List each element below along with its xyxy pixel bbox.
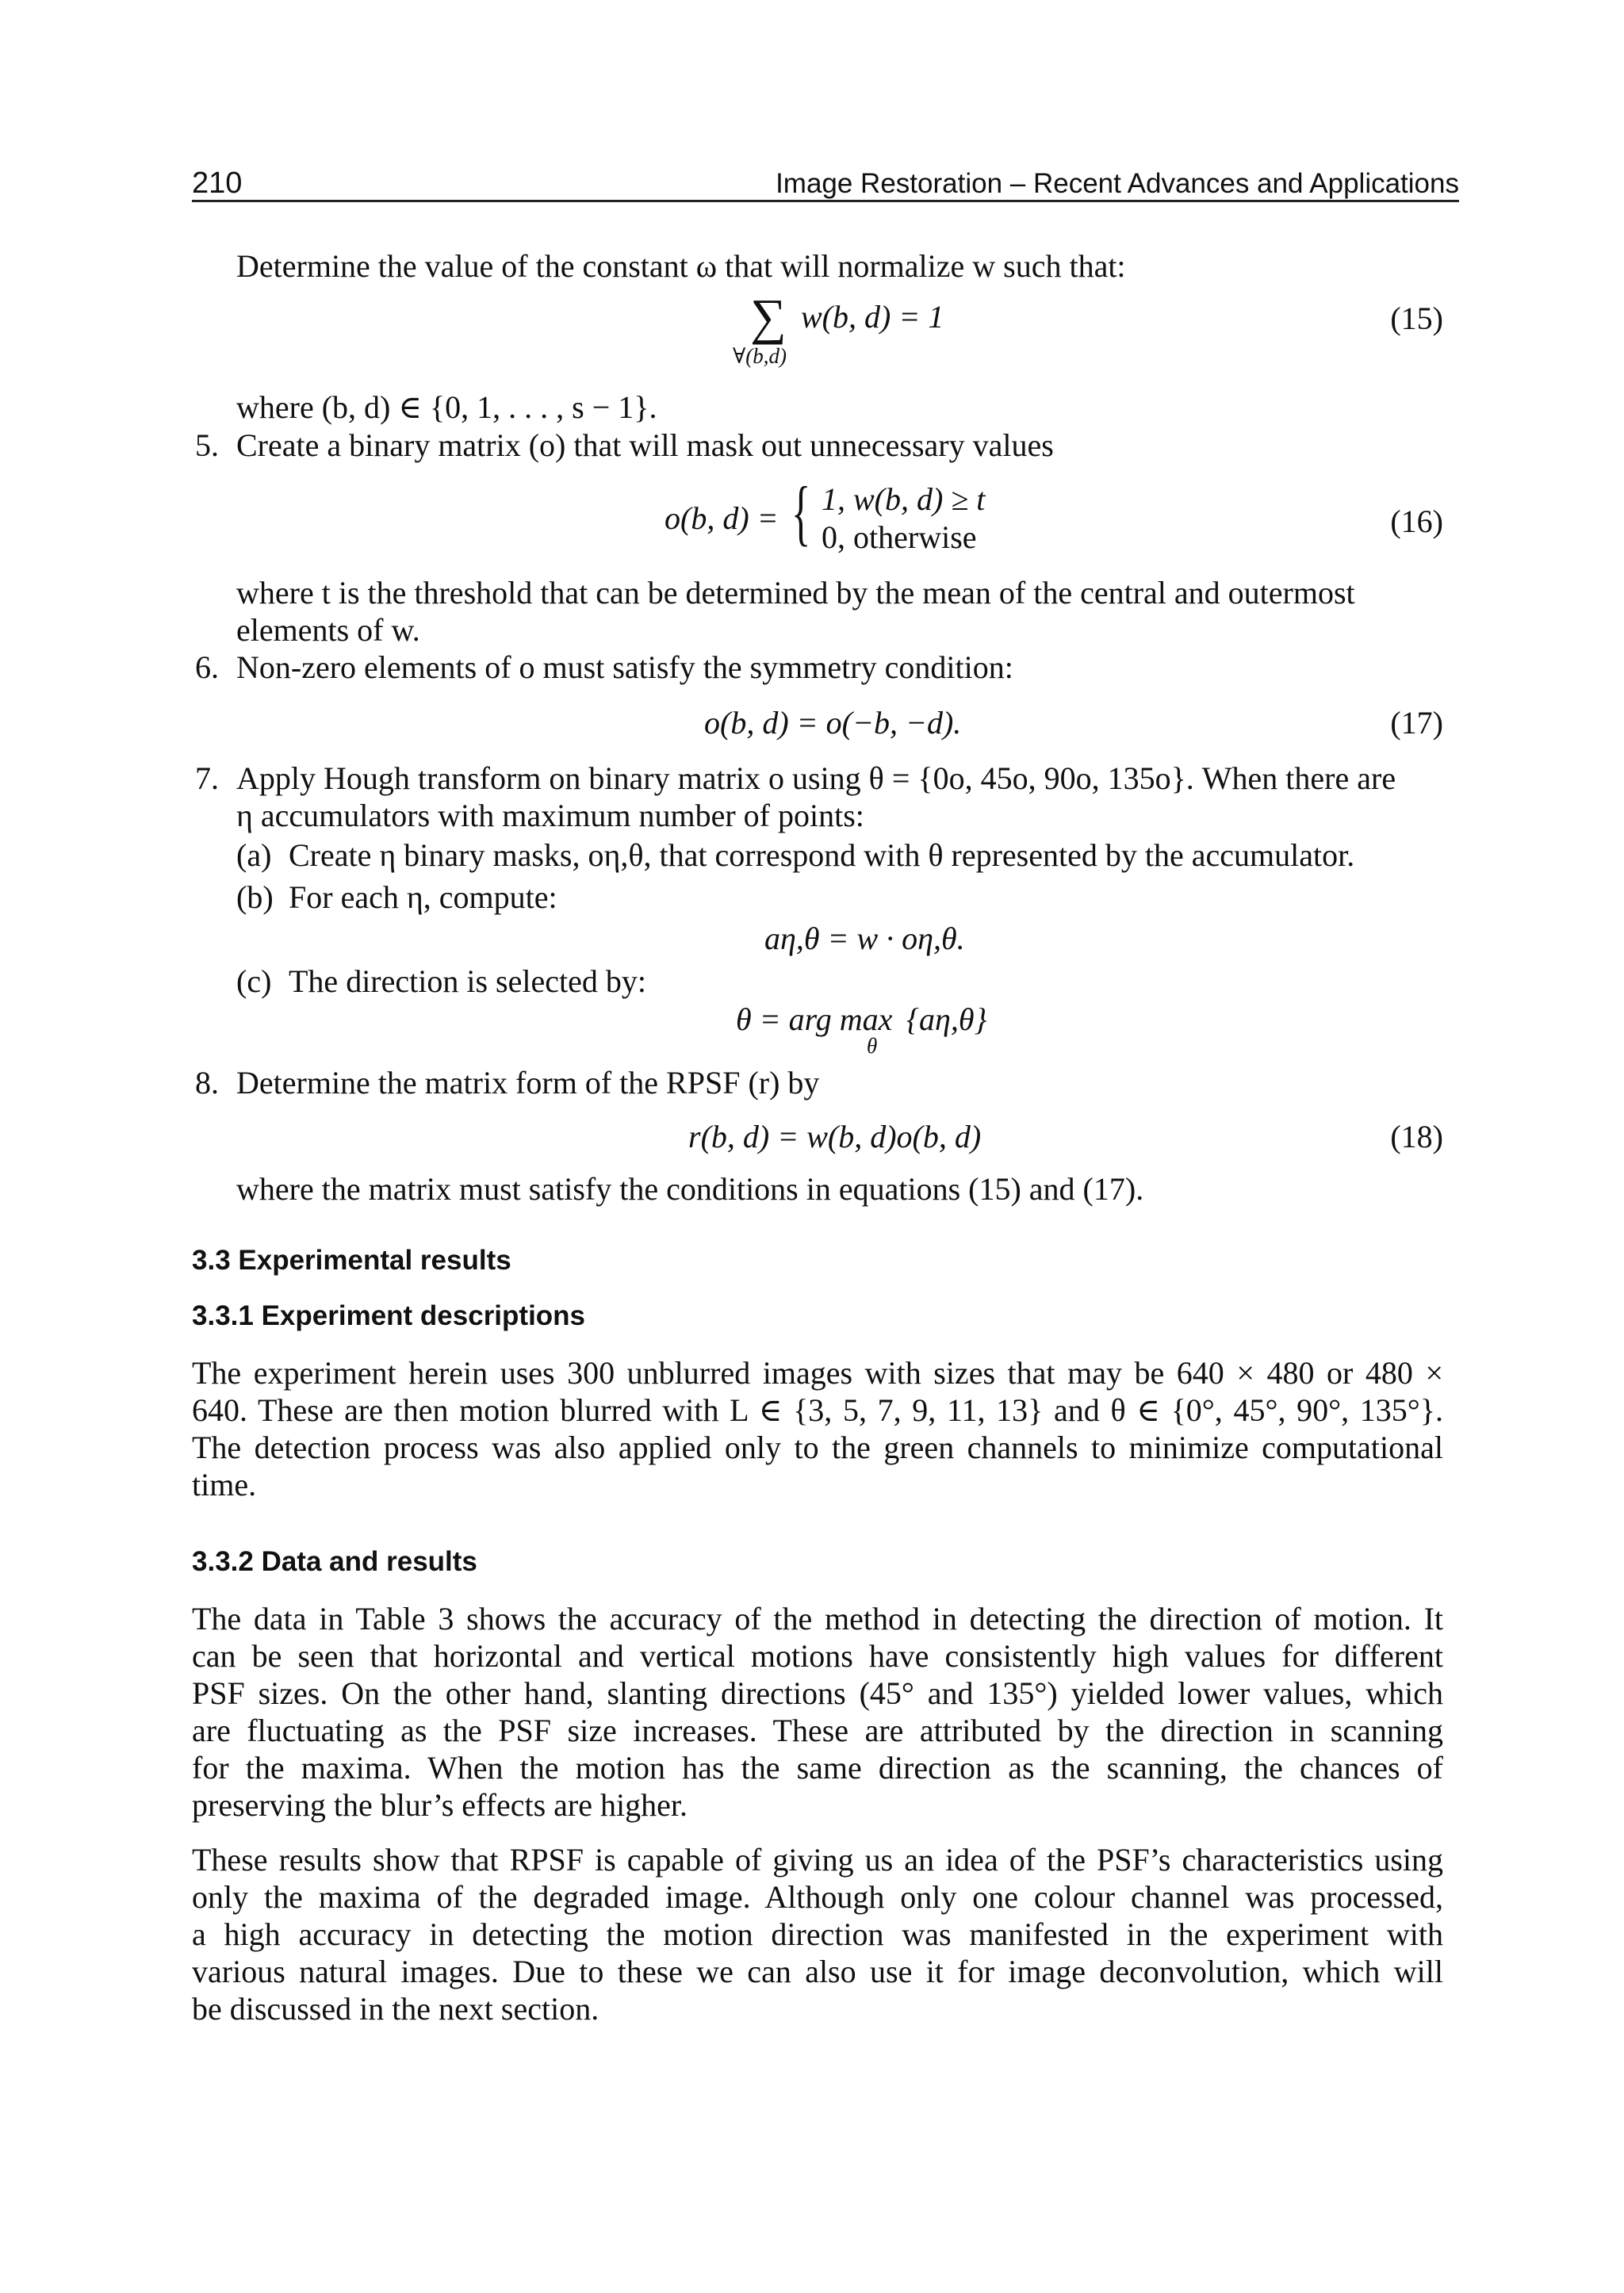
final-where-line: where the matrix must satisfy the conditions in equations (15) and (17). (236, 1171, 1144, 1207)
results-paragraph-2 (192, 1841, 1443, 2027)
para-line: for the maxima. When the motion has the same direction as the scanning, the chances of (192, 1750, 1443, 1786)
para-line: The detection process was also applied only to the green channels to minimize computational (192, 1430, 1443, 1465)
step-7a-label: (a) (236, 837, 272, 873)
running-title: Image Restoration – Recent Advances and Applications (776, 168, 1459, 199)
section-3-3-2-heading: 3.3.2 Data and results (192, 1546, 477, 1577)
step-7c-text: The direction is selected by: (289, 963, 646, 999)
where-t-line-2: elements of w. (236, 612, 420, 648)
para-line: a high accuracy in detecting the motion direction was manifested in the experiment with (192, 1916, 1443, 1952)
eq15-number: (15) (1390, 301, 1443, 336)
where-line: where (b, d) ∈ {0, 1, . . . , s − 1}. (236, 389, 657, 425)
step-6-number: 6. (195, 649, 219, 685)
eq-theta-under: θ (867, 1034, 878, 1058)
eq16-number: (16) (1390, 503, 1443, 539)
experiment-paragraph (192, 1354, 1443, 1503)
section-3-3-heading: 3.3 Experimental results (192, 1245, 511, 1276)
para-line: various natural images. Due to these we can also use it for image deconvolution, which will (192, 1954, 1443, 1989)
eq15-expression: w(b, d) = 1 (801, 299, 944, 335)
para-line: 640. These are then motion blurred with L ∈ {3, 5, 7, 9, 11, 13} and θ ∈ {0°, 45°, 90°, 135°}. (192, 1392, 1443, 1428)
eq-a-expression: aη,θ = w · oη,θ. (764, 921, 965, 956)
step-8-text: Determine the matrix form of the RPSF (r) by (236, 1065, 820, 1101)
equation-15 (720, 289, 998, 379)
results-paragraph-1 (192, 1600, 1443, 1824)
where-t-line-1: where t is the threshold that can be determined by the mean of the central and outermost (236, 575, 1355, 611)
para-line: PSF sizes. On the other hand, slanting directions (45° and 135°) yielded lower values, which (192, 1675, 1443, 1711)
para-line: The data in Table 3 shows the accuracy of the method in detecting the direction of motion. It (192, 1601, 1443, 1636)
step-7b-label: (b) (236, 879, 274, 915)
intro-line: Determine the value of the constant ω that will normalize w such that: (236, 248, 1126, 284)
section-3-3-1-heading: 3.3.1 Experiment descriptions (192, 1300, 586, 1331)
step-7a-text: Create η binary masks, oη,θ, that correspond with θ represented by the accumulator. (289, 837, 1355, 873)
eq17-expression: o(b, d) = o(−b, −d). (704, 705, 962, 741)
step-7-line-2: η accumulators with maximum number of points: (236, 798, 864, 833)
eq-theta (736, 1001, 1005, 1064)
eq-theta-rhs: {aη,θ} (906, 1001, 987, 1037)
para-line: be discussed in the next section. (192, 1991, 599, 2027)
eq16-lhs: o(b, d) = (665, 500, 779, 536)
step-7c-label: (c) (236, 963, 272, 999)
step-8-number: 8. (195, 1065, 219, 1101)
eq-theta-lhs: θ = arg max (736, 1001, 893, 1037)
eq18-expression: r(b, d) = w(b, d)o(b, d) (688, 1119, 982, 1154)
para-line: These results show that RPSF is capable of giving us an idea of the PSF’s characteristics using (192, 1842, 1443, 1878)
para-line: can be seen that horizontal and vertical motions have consistently high values for different (192, 1638, 1443, 1674)
para-line: only the maxima of the degraded image. Although only one colour channel was processed, (192, 1879, 1443, 1915)
eq16-case-1: 1, w(b, d) ≥ t (822, 481, 986, 517)
para-line: preserving the blur’s effects are higher. (192, 1787, 688, 1823)
eq18-number: (18) (1390, 1119, 1443, 1154)
step-5-text: Create a binary matrix (o) that will mask out unnecessary values (236, 427, 1054, 463)
equation-16 (665, 472, 1061, 560)
step-7-number: 7. (195, 760, 219, 796)
eq17-number: (17) (1390, 705, 1443, 741)
step-6-text: Non-zero elements of o must satisfy the symmetry condition: (236, 649, 1013, 685)
para-line: The experiment herein uses 300 unblurred images with sizes that may be 640 × 480 or 480 × (192, 1355, 1443, 1391)
page-number: 210 (192, 167, 243, 200)
step-7b-text: For each η, compute: (289, 879, 557, 915)
step-5-number: 5. (195, 427, 219, 463)
header-rule (192, 200, 1459, 202)
sum-subscript: ∀(b,d) (733, 344, 787, 368)
eq16-case-2: 0, otherwise (822, 519, 977, 555)
para-line: are fluctuating as the PSF size increases. These are attributed by the direction in scanning (192, 1713, 1443, 1748)
step-7-line-1: Apply Hough transform on binary matrix o using θ = {0o, 45o, 90o, 135o}. When there are (236, 760, 1396, 796)
sum-symbol: ∑ (750, 289, 787, 345)
left-brace: { (791, 472, 811, 553)
para-line: time. (192, 1467, 257, 1503)
